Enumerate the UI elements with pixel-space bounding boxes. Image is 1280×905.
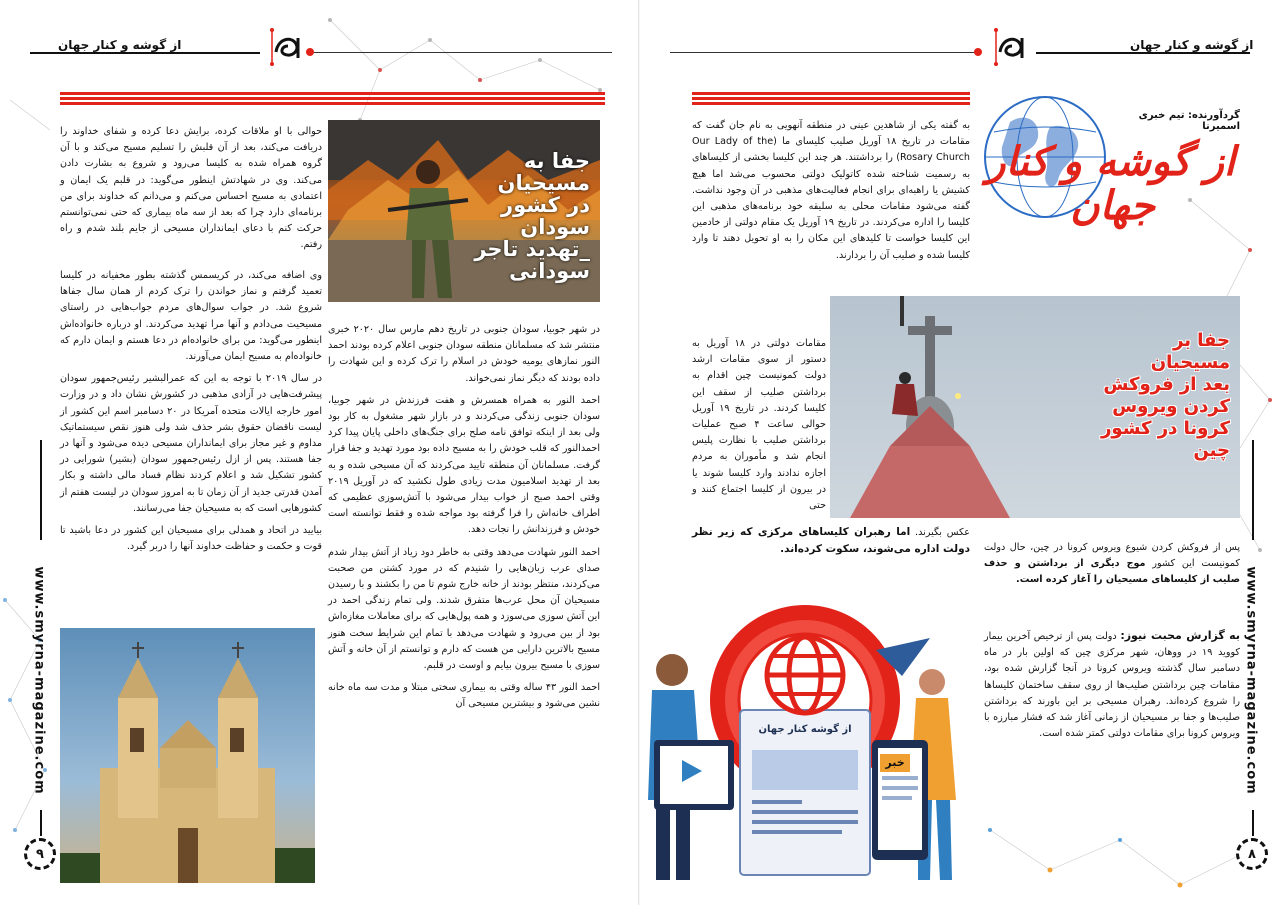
article-body <box>984 628 1240 742</box>
article-lead <box>984 540 1240 589</box>
paragraph: احمد النور ۴۳ ساله وقتی به بیماری سختی مبتلا و مدت سه ماه خانه نشین می‌شود و بیشترین مسیحی آن <box>328 682 600 710</box>
paragraph: بیایید در اتحاد و همدلی برای مسیحیان این کشور در دعا باشید تا قوت و حکمت و حفاظت خداوند آنها را دربر گیرد. <box>60 525 322 553</box>
header-title: از گوشه و کنار جهان <box>58 38 182 52</box>
header-title: از گوشه و کنار جهان <box>1130 38 1254 52</box>
page-number: ۸ <box>1236 838 1268 870</box>
title-line: _تهدید تاجر <box>474 237 590 261</box>
title-line: جفا به <box>523 149 590 173</box>
play-icon <box>680 758 704 784</box>
caption-normal: عکس بگیرند. <box>915 527 970 538</box>
article-column-right <box>60 124 322 260</box>
title-line: کرونا در کشور <box>1101 418 1230 439</box>
paragraph: حوالی با او ملاقات کرده، برایش دعا کرده و شفای خداوند را دریافت می‌کند، بعد از آن قلبش را تسلیم مسیح می‌کند و با آن گروه همراه شده به کلیسا می‌رود و شروع به بشارت دادن می‌کند. وی در شهادتش اینطور می‌گوید: در قلبم یک ایمان و اعتمادی به مسیح احساس می‌کنم و می‌دانم که خداوند برای من برنامه‌ای دارد چرا که بعد از سه ماه بیماری که حتی نمی‌توانستم حرکت کنم با دعای ایمانداران مسیحی از جایم بلند شدم و راه رفتم. <box>60 126 322 251</box>
paragraph: وی اضافه می‌کند، در کریسمس گذشته بطور مخفیانه در کلیسا تعمید گرفتم و نماز خواندن را ترک کردم از همان سال جفاها شروع شد. در جواب سوال‌های مردم جواب‌هایی در راستای مسیحیت می‌دادم و آنها مرا تهدید می‌کردند. او درباره خانواده‌اش اینطور می‌گوید: من برای خانواده‌ام در دعا هستم و ایمان دارم که خانواده‌ام به مسیح ایمان می‌آورند. <box>60 270 322 363</box>
header-rule <box>670 52 980 53</box>
page-number: ۹ <box>24 838 56 870</box>
news-board-title: از گوشه کنار جهان <box>758 724 852 735</box>
article-title-china <box>1100 330 1230 462</box>
caption <box>692 524 970 558</box>
lead-normal: پس از فروکش کردن شیوع ویروس کرونا در چین، حال دولت کمونیست این کشور <box>984 542 1240 570</box>
header-rule <box>312 52 612 53</box>
title-line: چین <box>1193 440 1230 461</box>
title-line: سودانی <box>509 259 590 283</box>
news-illustration <box>640 590 970 890</box>
sidebar-rule <box>40 440 42 540</box>
caption-bold: اما رهبران کلیساهای مرکزی که زیر نظر دولت اداره می‌شوند، سکوت کرده‌اند. <box>692 526 970 556</box>
magazine-logo-icon <box>986 24 1032 70</box>
report-text: دولت پس از ترخیص آخرین بیمار کووید ۱۹ در ووهان، شهر مرکزی چین که اولین بار در ماه دسامبر سال گذشته ویروس کرونا در آنجا گزارش شده بود، مقامات چین برداشتن صلیب‌ها از روی سقف ساختمان کلیساها را شروع کرده‌اند. رهبران مسیحی بر این باورند که برداشتن صلیب‌ها و جفا بر مسیحیان از زمانی آغاز شد که فشار مبارزه با ویروس کرونا برای مقامات دولتی کمتر شده است. <box>984 631 1240 740</box>
magazine-url <box>30 560 48 800</box>
header-dot <box>306 48 314 56</box>
magazine-url <box>1242 560 1260 800</box>
article-column-mid <box>692 336 826 520</box>
photo-church-sudan <box>60 628 315 883</box>
section-title <box>985 140 1235 228</box>
article-title-sudan <box>470 150 590 282</box>
title-line: مسیحیان <box>1150 352 1230 373</box>
title-line: در کشور <box>500 193 590 217</box>
magazine-logo-icon <box>262 24 308 70</box>
sidebar-rule <box>1252 810 1254 836</box>
title-line: سودان <box>520 215 590 239</box>
article-column-right-lower <box>60 268 322 561</box>
red-divider-bars <box>60 92 605 108</box>
report-label: به گزارش محبت نیوز: <box>1120 629 1240 642</box>
paragraph: به گفته یکی از شاهدین عینی در منطقه آنهویی به نام جان گفت که مقامات در تاریخ ۱۸ آوریل صلیب کلیسای ما (Our Lady of the Rosary Church) را برداشتند. هر چند این کلیسا بخشی از کلیساهای به رسمیت شناخته شده کاتولیک دولتی محسوب می‌شد اما هیچ کشیش یا راهبه‌ای برای انجام فعالیت‌های مذهبی در آن وجود نداشت. گفته می‌شود مقامات محلی به سلیقه خود برنامه‌های مذهبی این کلیسا را اداره می‌کردند. در تاریخ ۱۹ آوریل یک مقام دولتی از خادمین این کلیسا خواست تا کلیدهای این مکان را به او تحویل دهند تا وارد کلیسا شده و صلیب آن را بردارند. <box>692 120 971 261</box>
sidebar-rule <box>1252 440 1254 540</box>
section-title-line1: از گوشه و کنار <box>986 138 1235 185</box>
article-column-top <box>692 118 970 270</box>
globe-icon <box>760 630 850 720</box>
network-decoration-bottom <box>980 790 1280 905</box>
title-line: مسیحیان <box>497 171 590 195</box>
lead-bold: موج دیگری از برداشتن و حذف صلیب از کلیساهای مسیحیان را آغاز کرده است. <box>984 558 1240 586</box>
sidebar-rule <box>40 810 42 836</box>
header-dot <box>974 48 982 56</box>
section-title-line2: جهان <box>1070 182 1155 229</box>
article-column-left <box>328 322 600 719</box>
byline: گردآورنده: تیم خبری اسمیرنا <box>1138 110 1240 132</box>
paragraph: احمد النور به همراه همسرش و هفت فرزندش در شهر جوبیا، سودان جنوبی زندگی می‌کردند و در بازار شهر مشغول به کار بود ولی بعد از اینکه توافق نامه صلح برای جنگ‌های داخلی پایان پیدا کرد احمدالنور که قلب خودش را به مسیح داده بود مورد تهدید و جفا قرار گرفت. مسلمانان آن منطقه تایید می‌کردند که آن مسیحی شده و به بعد از تهدید اسلامیون مدت زیادی طول نکشید که در آوریل ۲۰۱۹ وقتی احمد صبح از خواب بیدار می‌شود با آتش‌سوزی عظیمی که اطراف خانه‌اش را فرا گرفته بود مواجه شده و فقط توانسته است خودش و فرزندانش را نجات دهد. <box>328 394 600 536</box>
url-text: www.smyrna-magazine.com <box>1243 565 1259 795</box>
title-line: کردن ویروس <box>1112 396 1230 417</box>
paragraph: احمد النور شهادت می‌دهد وقتی به خاطر دود زیاد از آتش بیدار شدم صدای عرب زبان‌هایی را شنیدم که در مورد کشتن من صحبت می‌کردند، منتظر بودند از خانه خارج شوم تا من را بکشند و با رسیدن مسیحیان آن محل عرب‌ها متفرق شدند. ولی تمام زندگی احمد در این آتش سوزی می‌سوزد و همه پول‌هایی که برای معاملات مغازه‌اش بود از بین می‌رود و شهادت می‌دهد با تمام این شرایط سخت هنوز مسیح بالاترین دارایی من هست که دارم و توانستم از آن خانه و آتش سوزی با مسیح بیرون بیایم و اوست در قلبم. <box>328 546 600 672</box>
header-rule <box>1036 52 1250 54</box>
url-text: www.smyrna-magazine.com <box>31 565 47 795</box>
paragraph: مقامات دولتی در ۱۸ آوریل به دستور از سوی مقامات ارشد دولت کمونیست چین اقدام به برداشتن صلیب از سقف این کلیسا کردند. در تاریخ ۱۹ آوریل حوالی ساعت ۴ صبح عملیات برداشتن صلیب با نظارت پلیس انجام شد و مأموران به مردم اجازه ندادند وارد کلیسا شوند یا در بیرون از کلیسا اجتماع کنند و حتی <box>692 338 826 512</box>
title-line: بعد از فروکش <box>1103 374 1230 395</box>
title-line: جفا بر <box>1173 330 1230 351</box>
right-page <box>640 0 1280 905</box>
header-rule <box>30 52 260 54</box>
red-divider-bars <box>692 92 970 108</box>
network-decoration-top <box>0 0 640 140</box>
paragraph: در شهر جوبیا، سودان جنوبی در تاریخ دهم مارس سال ۲۰۲۰ خبری منتشر شد که مسلمانان منطقه سودان جنوبی اعلام کرده بودند احمد النور نمازهای یومیه خودش در اسلام را ترک کرده و این شهادت را داده بودند که دیگر نماز نمی‌خواند. <box>328 324 600 384</box>
news-badge: خبر <box>880 754 910 772</box>
paragraph: در سال ۲۰۱۹ با توجه به این که عمرالبشیر رئیس‌جمهور سودان پیشرفت‌هایی در آزادی مذهبی در کشورش نشان داد و در وزارت امور خارجه ایالات متحده آمریکا در ۲۰ دسامبر اسم این کشور از لیست ناقضان حقوق بشر حذف شد ولی هنوز نقص سیستماتیک مداوم و غیر مجاز برای ایمانداران مسیحی دیده می‌شود و آنها در جفا هستند. پس از ازل رئیس‌جمهور سودان (بشیر) شورایی در کشور تشکیل شد و اعلام کردند نظام فساد مالی داشته و بکار آمدن قدرتی جدید از آن زمان تا به امروز سودان در لیست هفتم از کشورهایی است که به مسیحیان جفا می‌رسانند. <box>60 373 322 514</box>
